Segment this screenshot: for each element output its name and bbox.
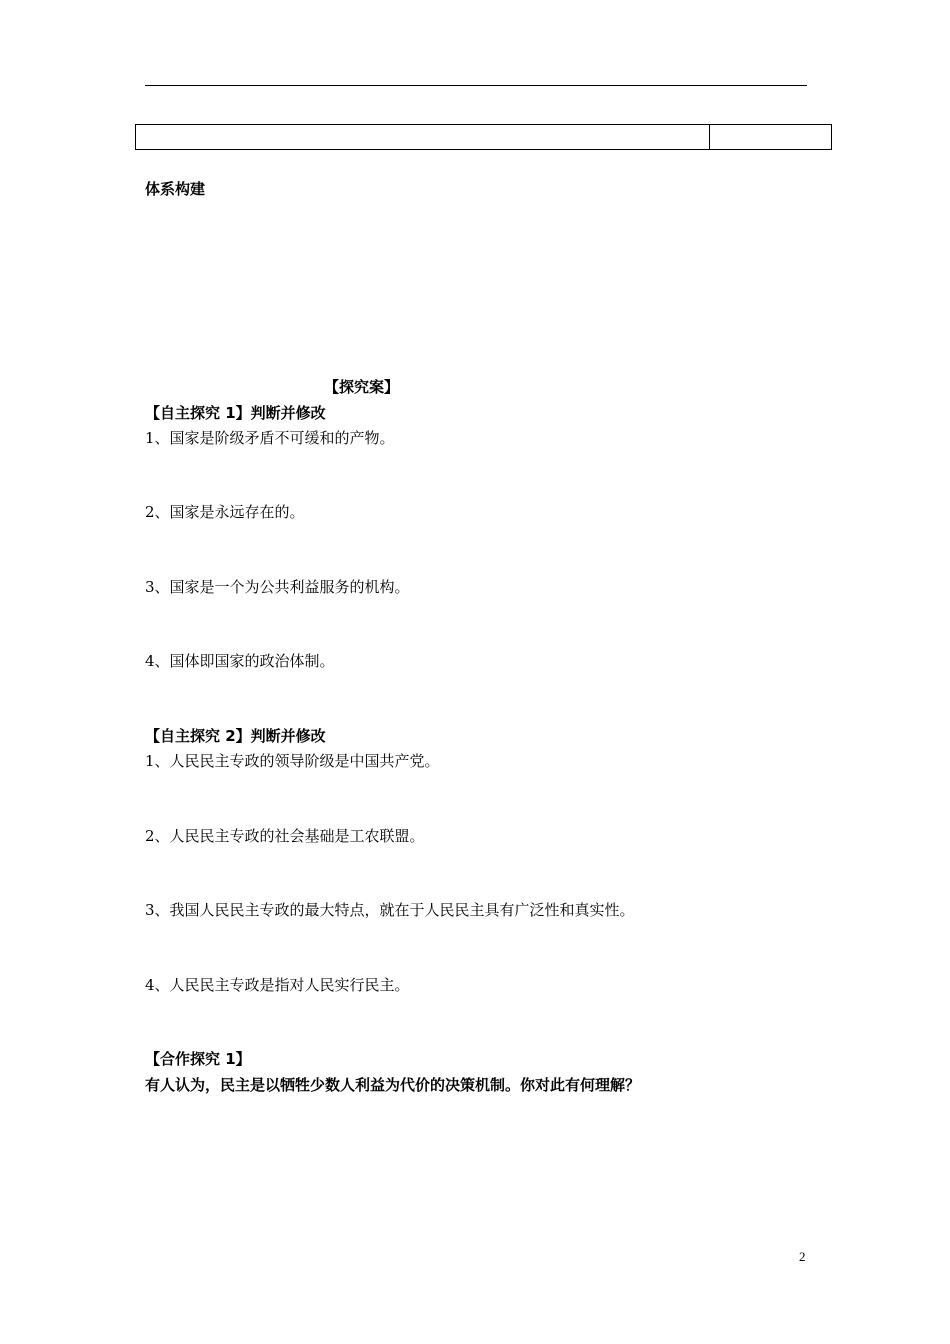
section2-item-3: 3、我国人民民主专政的最大特点，就在于人民民主具有广泛性和真实性。 (145, 901, 635, 919)
section2-item-1: 1、人民民主专政的领导阶级是中国共产党。 (145, 752, 440, 770)
heading-system-construction: 体系构建 (145, 180, 206, 198)
section2-item-4: 4、人民民主专政是指对人民实行民主。 (145, 976, 410, 994)
section2-item-2: 2、人民民主专政的社会基础是工农联盟。 (145, 827, 425, 845)
section1-item-3: 3、国家是一个为公共利益服务的机构。 (145, 578, 410, 596)
section3-question: 有人认为，民主是以牺牲少数人利益为代价的决策机制。你对此有何理解？ (145, 1076, 641, 1094)
section1-item-1: 1、国家是阶级矛盾不可缓和的产物。 (145, 429, 395, 447)
section3-title: 【合作探究 1】 (145, 1050, 251, 1068)
section1-item-2: 2、国家是永远存在的。 (145, 503, 305, 521)
section1-item-4: 4、国体即国家的政治体制。 (145, 652, 335, 670)
section2-title: 【自主探究 2】判断并修改 (145, 727, 326, 745)
top-table (135, 124, 832, 150)
section1-title: 【自主探究 1】判断并修改 (145, 404, 326, 422)
page-number: 2 (799, 1249, 806, 1264)
header-rule (145, 85, 807, 86)
table-cell-divider (709, 125, 710, 149)
heading-inquiry-plan: 【探究案】 (324, 378, 400, 396)
